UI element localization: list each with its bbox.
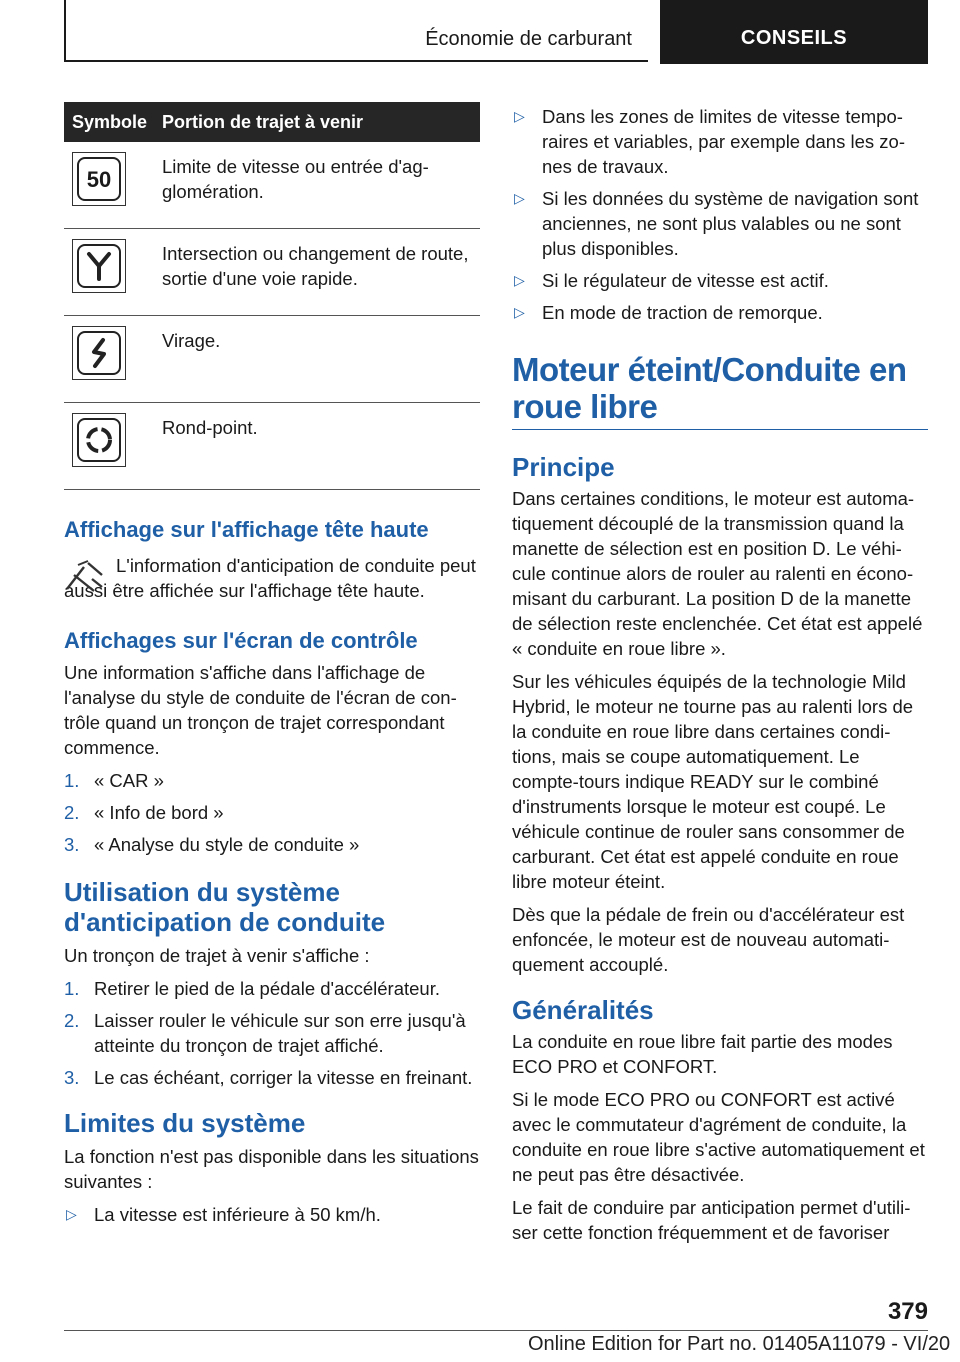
table-cell-text: Virage. <box>162 316 480 403</box>
table-row <box>64 316 480 403</box>
list-item: 1. « CAR » <box>64 770 164 791</box>
curve-icon <box>77 331 121 375</box>
header-section-title: Économie de carburant <box>425 28 632 50</box>
usage-heading: Utilisation du système d'anticipation de conduite <box>64 877 386 937</box>
hud-heading: Affichage sur l'affichage tête haute <box>64 517 429 542</box>
principle-paragraph: Sur les véhicules équipés de la technologie Mild Hybrid, le moteur ne tourne pas au ralenti lors de la conduite en roue libre dans certaines conditions, mais se coupe automatiquement. Le compte-tours indique READY sur le combiné d'instruments lorsque le moteur est coupé. Le véhicule continue de rouler sans consommer de carburant. Cet état est appelé conduite en roue libre moteur éteint. <box>512 671 914 892</box>
table-row <box>64 142 480 229</box>
hud-text: L'information d'anticipation de conduite peut aussi être affichée sur l'affichage tête haute. <box>64 555 476 601</box>
limits-list <box>64 1202 480 1227</box>
list-item: ▷ Si les données du système de navigation sont anciennes, ne sont plus valables ou ne sont plus disponibles. <box>514 188 919 259</box>
table-cell-text: Rond-point. <box>162 403 480 490</box>
list-item: ▷ Si le régulateur de vitesse est actif. <box>514 270 829 291</box>
footer-edition: Online Edition for Part no. 01405A11079 - VI/20 <box>528 1333 951 1355</box>
table-header-portion: Portion de trajet à venir <box>162 102 480 142</box>
general-heading: Généralités <box>512 995 654 1025</box>
list-item: ▷ La vitesse est inférieure à 50 km/h. <box>66 1204 381 1225</box>
limits-text: La fonction n'est pas disponible dans les situations suivantes : <box>64 1146 479 1192</box>
roundabout-icon <box>77 418 121 462</box>
table-cell-text: Intersection ou changement de route, sortie d'une voie rapide. <box>162 229 480 316</box>
footer-divider <box>64 1330 928 1331</box>
left-column <box>64 102 480 1227</box>
limits-heading: Limites du système <box>64 1108 306 1138</box>
table-row <box>64 229 480 316</box>
right-column <box>512 104 928 1245</box>
list-item: 2. « Info de bord » <box>64 802 224 823</box>
speed-limit-50-icon: 50 <box>77 157 121 201</box>
table-cell-text: Limite de vitesse ou entrée d'agglomération. <box>162 142 480 229</box>
list-item: 3. Le cas échéant, corriger la vitesse en freinant. <box>64 1067 473 1088</box>
list-item: ▷ En mode de traction de remorque. <box>514 302 823 323</box>
header-chapter-tab: CONSEILS <box>660 0 928 64</box>
control-heading: Affichages sur l'écran de contrôle <box>64 628 418 653</box>
list-item: 2. Laisser rouler le véhicule sur son erre jusqu'à atteinte du tronçon de trajet affiché. <box>64 1010 466 1056</box>
general-paragraph: Le fait de conduire par anticipation permet d'utiliser cette fonction fréquemment et de favoriser <box>512 1197 911 1243</box>
hud-icon <box>64 555 106 597</box>
principle-paragraph: Dans certaines conditions, le moteur est automatiquement découplé de la transmission quand la manette de sélection est en position D. Le véhicule continue alors de rouler au ralenti en économisant du carburant. La position D de la manette de sélection reste enclenchée. Cet état est appelé « conduite en roue libre ». <box>512 488 923 659</box>
table-row <box>64 403 480 490</box>
general-paragraph: Si le mode ECO PRO ou CONFORT est activé avec le commutateur d'agrément de conduite, la conduite en roue libre s'active automatiquement et ne peut pas être désactivée. <box>512 1089 925 1185</box>
list-item: 1. Retirer le pied de la pédale d'accélérateur. <box>64 978 440 999</box>
list-item: 3. « Analyse du style de conduite » <box>64 834 360 855</box>
hud-note <box>64 553 480 613</box>
control-text: Une information s'affiche dans l'affichage de l'analyse du style de conduite de l'écran de contrôle quand un tronçon de trajet correspondant commence. <box>64 662 457 758</box>
page-header <box>64 0 928 64</box>
usage-text: Un tronçon de trajet à venir s'affiche : <box>64 945 370 966</box>
principle-paragraph: Dès que la pédale de frein ou d'accélérateur est enfoncée, le moteur est de nouveau automatiquement accouplé. <box>512 904 905 975</box>
usage-steps <box>64 976 480 1090</box>
general-paragraph: La conduite en roue libre fait partie des modes ECO PRO et CONFORT. <box>512 1031 893 1077</box>
engine-off-heading: Moteur éteint/Conduite en roue libre <box>512 351 907 425</box>
control-steps <box>64 768 480 857</box>
table-header-symbol: Symbole <box>64 102 162 142</box>
principle-heading: Principe <box>512 452 615 482</box>
limits-list-continued <box>512 104 928 325</box>
symbol-table <box>64 102 480 490</box>
list-item: ▷ Dans les zones de limites de vitesse temporaires et variables, par exemple dans les zones de travaux. <box>514 106 905 177</box>
intersection-icon <box>77 244 121 288</box>
page-number: 379 <box>887 1298 928 1325</box>
